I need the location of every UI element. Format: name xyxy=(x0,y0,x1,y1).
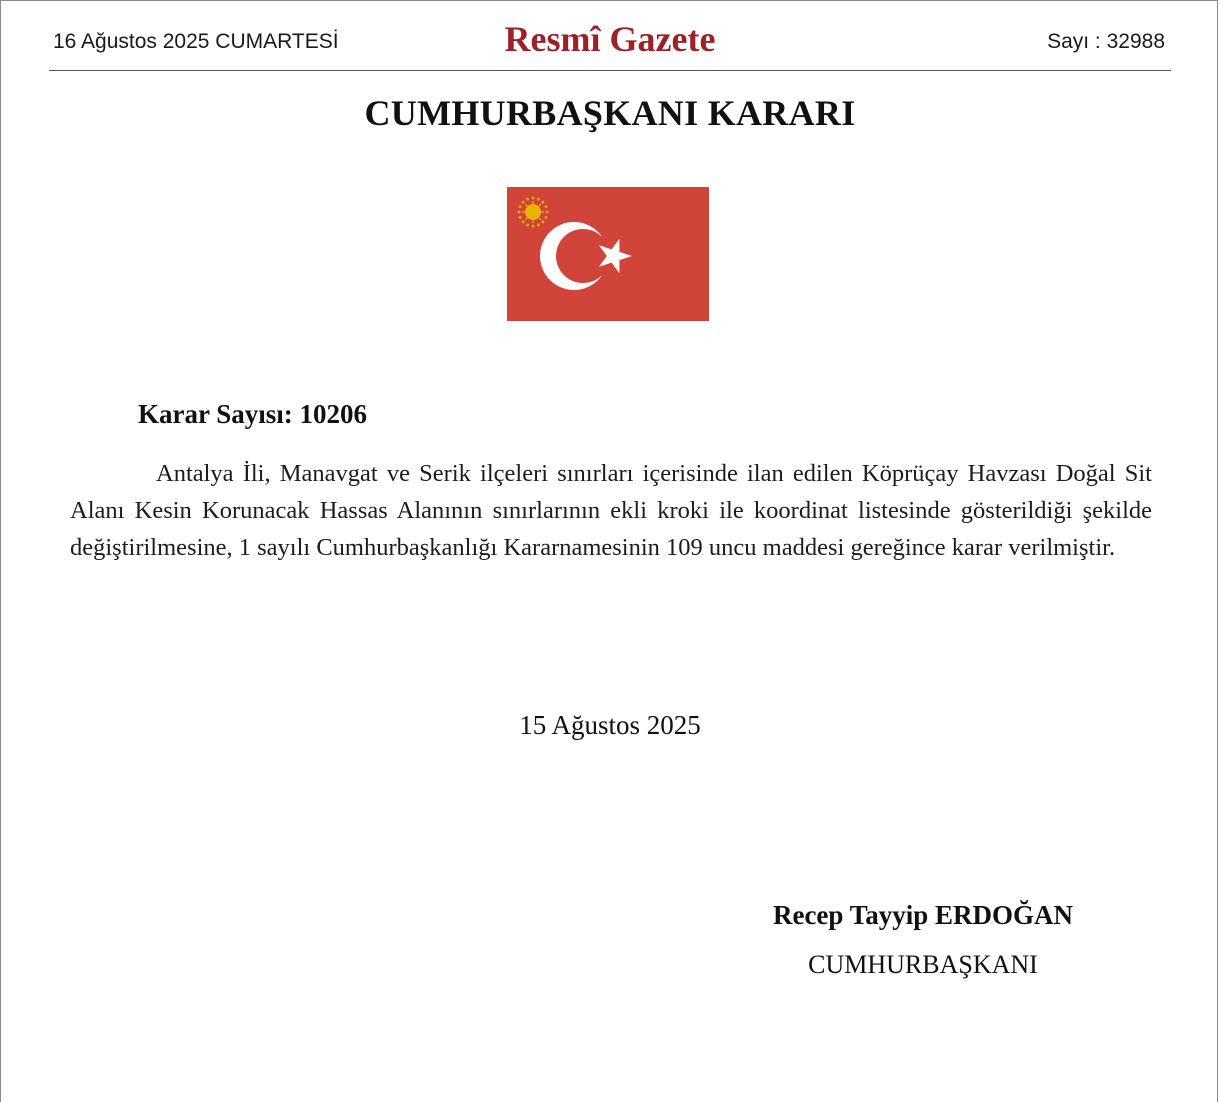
signer-name: Recep Tayyip ERDOĞAN xyxy=(772,900,1074,930)
gazette-issue-number: Sayı : 32988 xyxy=(1047,30,1165,53)
decision-date: 15 Ağustos 2025 xyxy=(519,710,701,740)
signer-title: CUMHURBAŞKANI xyxy=(808,950,1038,979)
decision-number: Karar Sayısı: 10206 xyxy=(138,399,367,429)
decision-body-text: Antalya İli, Manavgat ve Serik ilçeleri sınırları içerisinde ilan edilen Köprüçay Havzası Doğal Sit Alanı Kesin Korunacak Hassas Alanının sınırlarının ekli kroki ile koordinat listesinde gösterildiği şekilde değiştirilmesine, 1 sayılı Cumhurbaşkanlığı Kararnamesinin 109 uncu maddesi gereğince karar verilmiştir. xyxy=(70,460,1152,561)
document-heading: CUMHURBAŞKANI KARARI xyxy=(364,93,856,133)
gazette-title: Resmî Gazete xyxy=(504,19,716,59)
gazette-date: 16 Ağustos 2025 CUMARTESİ xyxy=(53,30,339,53)
presidential-flag-icon xyxy=(507,187,709,321)
header-divider xyxy=(49,70,1171,71)
